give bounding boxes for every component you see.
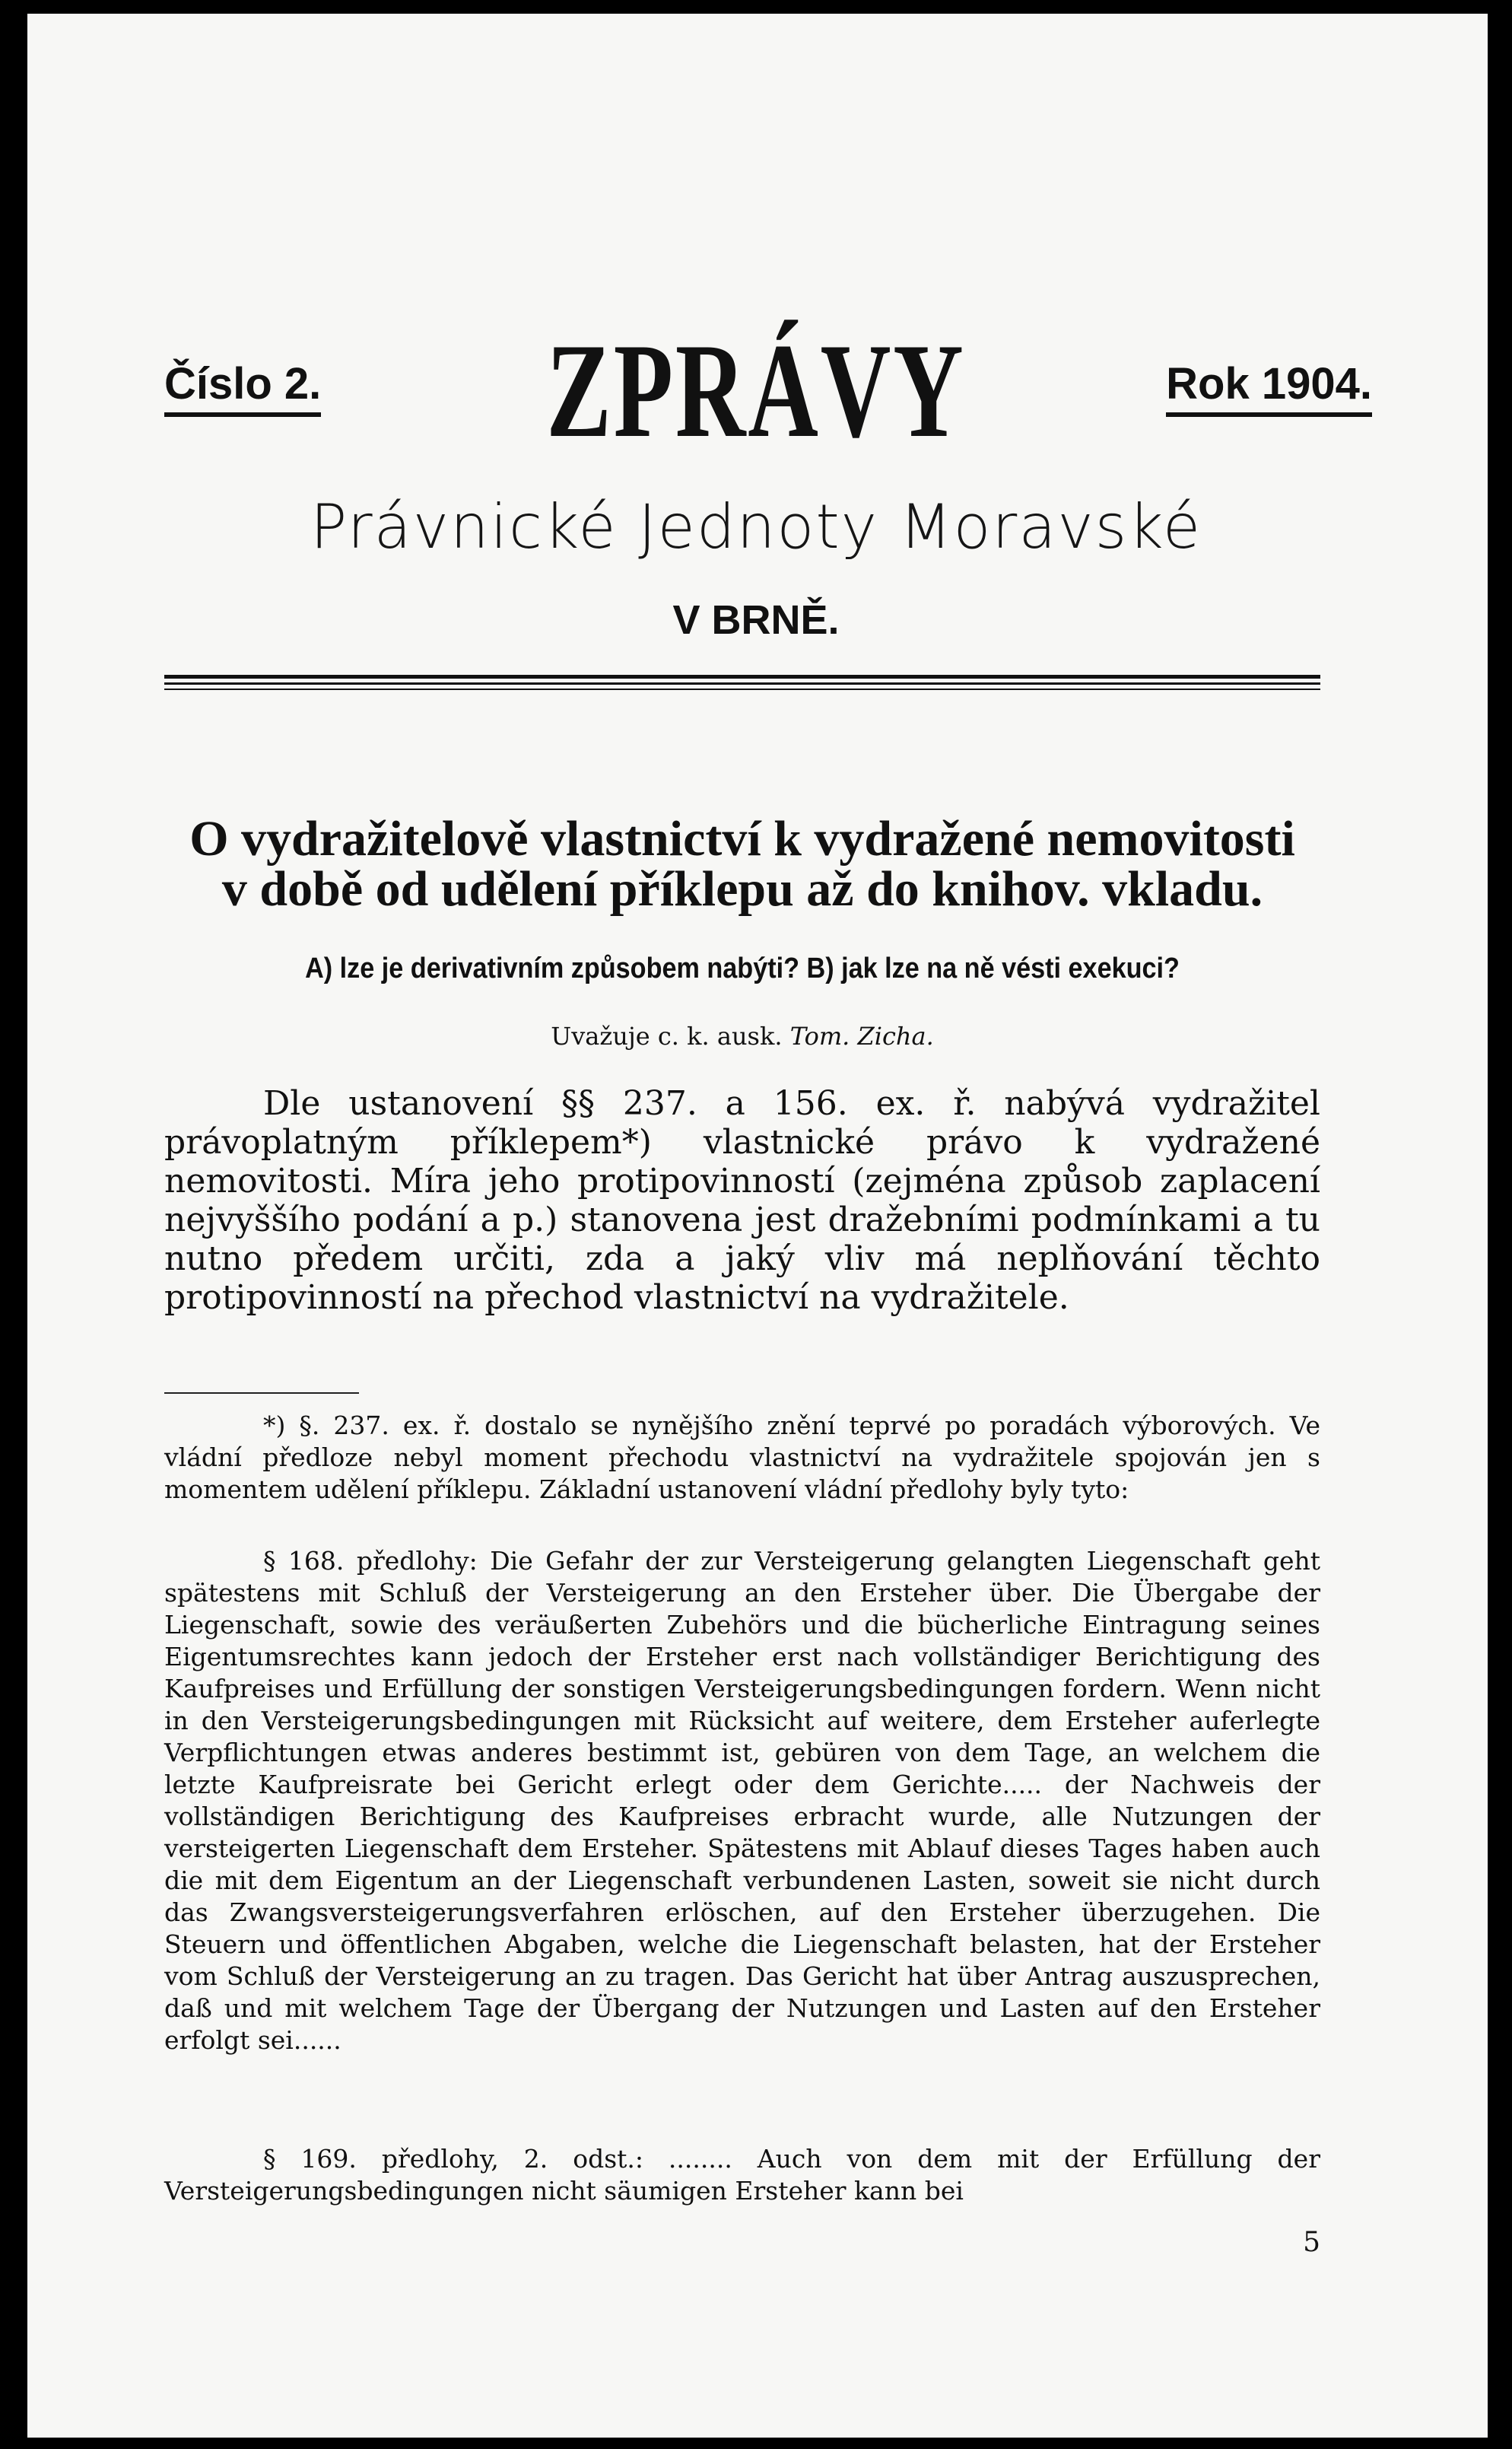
article-paragraph: Dle ustanovení §§ 237. a 156. ex. ř. nabývá vydražitel právoplatným příklepem*) vlastnické právo k vydražené nemovitosti. Míra jeho protipovinností (zejména způsob zaplacení nejvyššího podání a p.) stanovena jest dražebními podmínkami a tu nutno předem určiti, zda a jaký vliv má neplňování těchto protipovinností na přechod vlastnictví na vydražitele. [164,1084,1320,1317]
article-questions: A) lze je derivativním způsobem nabýti? B) jak lze na ně vésti exekuci? [305,953,1180,984]
article-title-line2: v době od udělení příklepu až do knihov. vkladu. [221,861,1263,917]
masthead-title: ZPRÁVY [546,315,966,466]
masthead-place: V BRNĚ. [672,597,840,643]
footnote-intro: *) §. 237. ex. ř. dostalo se nynějšího znění teprvé po poradách výborových. Ve vládní předloze nebyl moment přechodu vlastnictví na vydražitele spojován jen s momentem udělení příklepu. Základní ustanovení vládní předlohy byly tyto: [164,1411,1320,1504]
page-number: 5 [1303,2227,1320,2258]
issue-year: Rok 1904. [1166,358,1372,417]
issue-number: Číslo 2. [164,358,321,417]
byline-prefix: Uvažuje c. k. ausk. [551,1022,783,1051]
header-rule-middle [164,682,1320,685]
article-title [164,811,1320,917]
byline-author: Tom. Zicha. [789,1022,934,1051]
article-byline [164,1019,1320,1053]
header-rule-top [164,675,1320,679]
article-title-line1: O vydražitelově vlastnictví k vydražené nemovitosti [189,811,1295,867]
footnote-paragraph-168: § 168. předlohy: Die Gefahr der zur Versteigerung gelangten Liegenschaft geht spätestens mit Schluß der Versteigerung an den Ersteher über. Die Übergabe der Liegenschaft, sowie des veräußerten Zubehörs und die bücherliche Eintragung seines Eigentumsrechtes kann jedoch der Ersteher erst nach vollständiger Berichtigung des Kaufpreises und Erfüllung der sonstigen Versteigerungsbedingungen fordern. Wenn nicht in den Versteigerungsbedingungen mit Rücksicht auf weitere, dem Ersteher auferlegte Verpflichtungen etwas anderes bestimmt ist, gebüren von dem Tage, an welchem die letzte Kaufpreisrate bei Gericht erlegt oder dem Gerichte..... der Nachweis der vollständigen Berichtigung des Kaufpreises erbracht wurde, alle Nutzungen der versteigerten Liegenschaft dem Ersteher. Spätestens mit Ablauf dieses Tages haben auch die mit dem Eigentum an der Liegenschaft verbundenen Lasten, soweit sie nicht durch das Zwangsversteigerungsverfahren erlöschen, auf den Ersteher überzugehen. Die Steuern und öffentlichen Abgaben, welche die Liegenschaft belasten, hat der Ersteher vom Schluß der Versteigerung an zu tragen. Das Gericht hat über Antrag auszusprechen, daß und mit welchem Tage der Übergang der Nutzungen und Lasten auf den Ersteher erfolgt sei...... [164,1546,1320,2055]
footnote-paragraph-169: § 169. předlohy, 2. odst.: ........ Auch von dem mit der Erfüllung der Versteigerungsbedingungen nicht säumigen Ersteher kann bei [164,2144,1320,2206]
masthead-subtitle: Právnické Jednoty Moravské [310,491,1202,562]
footnote-separator [164,1392,359,1394]
header-rule-bottom [164,689,1320,690]
